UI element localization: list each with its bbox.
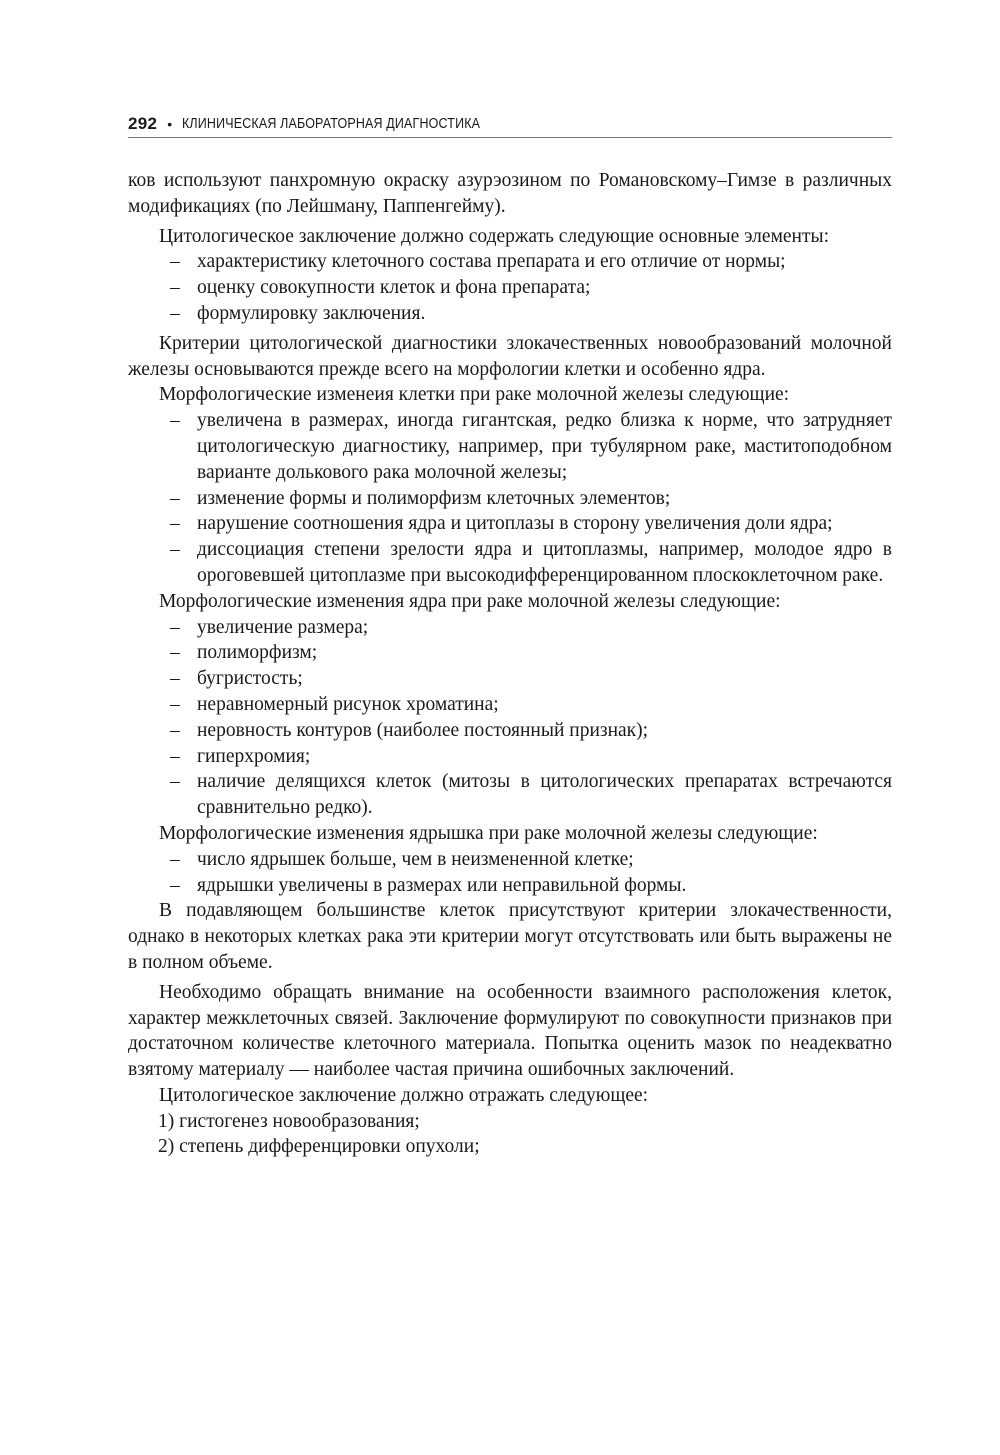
- list-item: – характеристику клеточного состава препарата и его отличие от нормы;: [128, 249, 892, 275]
- list-item: – увеличена в размерах, иногда гигантская, редко близка к норме, что затрудняет цитологическую диагностику, например, при тубулярном раке, маститоподобном варианте долькового рака молочной железы;: [128, 408, 892, 485]
- numbered-item: 2) степень дифференцировки опухоли;: [158, 1136, 480, 1158]
- header-bullet: •: [167, 116, 173, 132]
- list-item: – полиморфизм;: [128, 640, 892, 666]
- page-body: [128, 168, 892, 1160]
- paragraph-majority: В подавляющем большинстве клеток присутствуют критерии злокачественности, однако в некоторых клетках рака эти критерии могут отсутствовать или быть выражены не в полном объеме.: [128, 900, 892, 973]
- paragraph-cell-changes: Морфологические изменеия клетки при раке молочной железы следующие:: [159, 384, 790, 406]
- page-number: 292: [128, 114, 158, 133]
- paragraph-attention: Необходимо обращать внимание на особенности взаимного расположения клеток, характер межклеточных связей. Заключение формулируют по совокупности признаков при достаточном количестве клеточного материала. Попытка оценить мазок по неадекватно взятому материалу — наиболее частая причина ошибочных заключений.: [128, 981, 892, 1081]
- list-item: – диссоциация степени зрелости ядра и цитоплазмы, например, молодое ядро в ороговевшей цитоплазме при высокодифференцированном плоскоклеточном раке.: [128, 537, 892, 589]
- running-title: КЛИНИЧЕСКАЯ ЛАБОРАТОРНАЯ ДИАГНОСТИКА: [182, 116, 481, 132]
- paragraph-conclusion-intro: Цитологическое заключение должно содержать следующие основные элементы:: [159, 225, 830, 247]
- list-item: – неровность контуров (наиболее постоянный признак);: [128, 718, 892, 744]
- list-item: – гиперхромия;: [128, 744, 892, 770]
- numbered-item: 1) гистогенез новообразования;: [158, 1110, 420, 1132]
- list-item: – изменение формы и полиморфизм клеточных элементов;: [128, 486, 892, 512]
- list-item: – нарушение соотношения ядра и цитоплазы в сторону увеличения доли ядра;: [128, 511, 892, 537]
- list-item: – оценку совокупности клеток и фона препарата;: [128, 275, 892, 301]
- list-item: – бугристость;: [128, 666, 892, 692]
- list-item: – ядрышки увеличены в размерах или неправильной формы.: [128, 873, 892, 899]
- list-item: – число ядрышек больше, чем в неизмененной клетке;: [128, 847, 892, 873]
- paragraph-nucleolus-changes: Морфологические изменения ядрышка при раке молочной железы следующие:: [159, 822, 818, 844]
- list-item: – наличие делящихся клеток (митозы в цитологических препаратах встречаются сравнительно редко).: [128, 769, 892, 821]
- list-item: – формулировку заключения.: [128, 301, 892, 327]
- paragraph-nucleus-changes: Морфологические изменения ядра при раке молочной железы следующие:: [159, 590, 781, 612]
- list-item: – неравномерный рисунок хроматина;: [128, 692, 892, 718]
- running-header: [128, 111, 892, 138]
- paragraph-continued: ков используют панхромную окраску азурэозином по Романовскому–Гимзе в различных модификациях (по Лейшману, Паппенгейму).: [128, 170, 892, 217]
- paragraph-criteria: Критерии цитологической диагностики злокачественных новообразований молочной железы основываются прежде всего на морфологии клетки и особенно ядра.: [128, 332, 892, 380]
- list-item: – увеличение размера;: [128, 615, 892, 641]
- paragraph-conclusion-reflect: Цитологическое заключение должно отражать следующее:: [159, 1084, 649, 1106]
